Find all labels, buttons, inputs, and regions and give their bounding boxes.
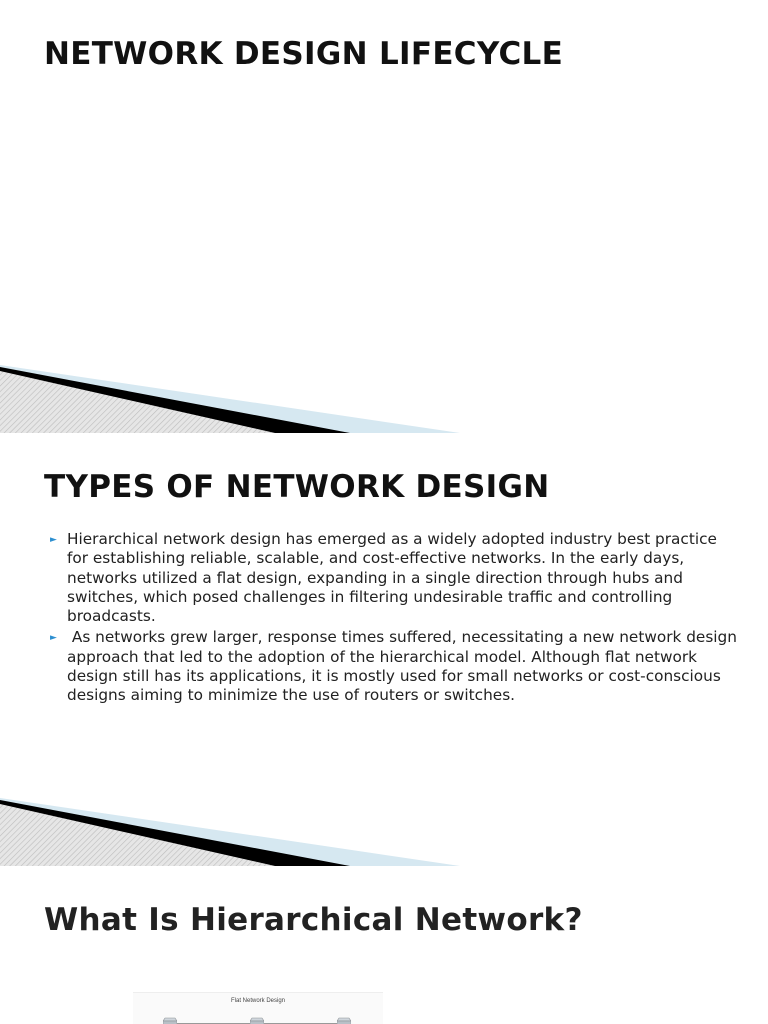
figure-title: Flat Network Design — [230, 998, 286, 1004]
bullet-item — [48, 628, 742, 705]
triangle-bullet-icon: ► — [50, 535, 57, 545]
switch-device-icon — [163, 1016, 177, 1024]
slide-network-design-lifecycle — [0, 0, 768, 433]
slide-what-is-hierarchical-network — [0, 866, 768, 1024]
flat-network-diagram-thumbnail — [133, 992, 383, 1024]
bullet-list — [48, 530, 742, 708]
switch-device-icon — [337, 1016, 351, 1024]
bullet-text: Hierarchical network design has emerged as a widely adopted industry best practice for establishing reliable, scalable, and cost-effective networks. In the early days, networks utilized a flat design, expanding in a single direction through hubs and switches, which posed challenges in filtering undesirable traffic and controlling broadcasts. — [67, 530, 717, 626]
decorative-swoosh — [0, 363, 460, 433]
switch-device-icon — [250, 1016, 264, 1024]
slide-title: NETWORK DESIGN LIFECYCLE — [44, 36, 564, 72]
slide-title: What Is Hierarchical Network? — [44, 902, 583, 938]
triangle-bullet-icon: ► — [50, 633, 57, 644]
slide-title: TYPES OF NETWORK DESIGN — [44, 469, 550, 505]
decorative-swoosh — [0, 796, 460, 866]
slide-types-of-network-design — [0, 433, 768, 866]
bullet-text: As networks grew larger, response times suffered, necessitating a new network design approach that led to the adoption of the hierarchical model. Although flat network design still has its applications, it is mostly used for small networks or cost-conscious designs aiming to minimize the use of routers or switches. — [67, 628, 742, 705]
bullet-item — [48, 530, 738, 626]
